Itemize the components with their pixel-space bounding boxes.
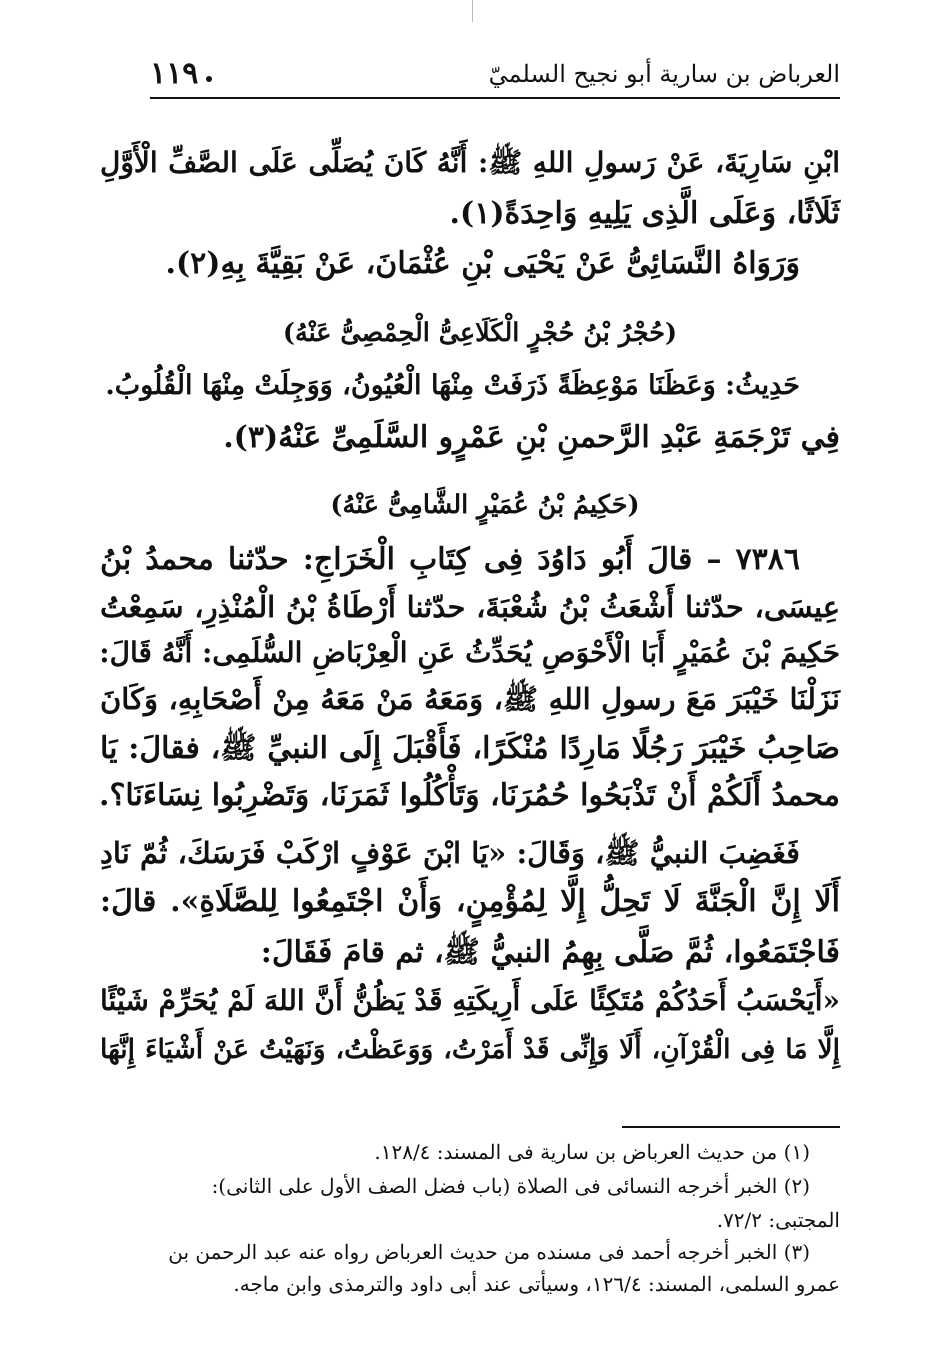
section-heading: (حُجْرُ بْنُ حُجْرٍ الْكَلَاعِىُّ الْحِمْصِىُّ عَنْهُ): [282, 318, 678, 348]
header-rule: [150, 97, 840, 99]
page-number: ١١٩: [150, 56, 199, 91]
text-line: حَكِيمَ بْنَ عُمَيْرٍ أَبَا الْأَحْوَصِ يُحَدِّثُ عَنِ الْعِرْبَاضِ السُّلَمِى: أَنَّهُ قَالَ:: [99, 636, 840, 669]
text-line: محمدُ أَلَكُمْ أَنْ تَذْبَحُوا حُمُرَنَا، وَتَأْكُلُوا ثَمَرَنَا، وَتَضْرِبُوا نِسَاءَنَا؟.: [99, 778, 840, 813]
text-line: نَزَلْنَا خَيْبَرَ مَعَ رسولِ اللهِ ﷺ، وَمَعَهُ مَنْ مَعَهُ مِنْ أَصْحَابِهِ، وَكَانَ: [100, 682, 840, 716]
text-line: حَدِيثُ: وَعَظَنَا مَوْعِظَةً ذَرَفَتْ مِنْهَا الْعُيُونُ، وَوَجِلَتْ مِنْهَا الْقُلُوبُ.: [105, 370, 800, 401]
text-line: صَاحِبُ خَيْبَرَ رَجُلًا مَارِدًا مُنْكَرًا، فَأَقْبَلَ إِلَى النبيِّ ﷺ، فقالَ: يَا: [100, 731, 840, 766]
text-line: فِي تَرْجَمَةِ عَبْدِ الرَّحمنِ بْنِ عَمْرٍو السَّلَمِىِّ عَنْهُ(٣).: [223, 420, 840, 455]
footnote-1: (١) من حديث العرباض بن سارية فى المسند: ١٢٨/٤.: [374, 1140, 810, 1164]
text-line: «أَيَحْسَبُ أَحَدُكُمْ مُتَكِئًا عَلَى أَرِيكَتِهِ قَدْ يَظُنُّ أَنَّ اللهَ لَمْ يُحَرِّمْ شَيْئًا: [100, 984, 840, 1017]
section-heading: (حَكِيمُ بْنُ عُمَيْرٍ الشَّامِىُّ عَنْهُ): [330, 490, 640, 520]
footnote-rule: [622, 1126, 840, 1128]
footnote-2-continued: المجتبى: ٧٢/٢.: [716, 1208, 840, 1232]
text-line: فَاجْتَمَعُوا، ثُمَّ صَلَّى بِهِمُ النبيُّ ﷺ، ثم قامَ فَقَالَ:: [260, 935, 840, 970]
text-line: ابْنِ سَارِيَةَ، عَنْ رَسولِ اللهِ ﷺ: أَنَّهُ كَانَ يُصَلِّى عَلَى الصَّفِّ الْأَوَّلِ: [100, 146, 840, 179]
footnote-3: (٣) الخبر أخرجه أحمد فى مسنده من حديث العرباض رواه عنه عبد الرحمن بن: [168, 1240, 810, 1264]
running-title: العرباض بن سارية أبو نجيح السلميّ: [488, 60, 840, 88]
text-line: عِيسَى، حدّثنا أَشْعَثُ بْنُ شُعْبَةَ، حدّثنا أَرْطَاةُ بْنُ الْمُنْذِرِ، سَمِعْتُ: [100, 590, 840, 624]
page-header: [150, 56, 840, 100]
header-separator-dot: [206, 76, 212, 82]
text-line: أَلَا إِنَّ الْجَنَّةَ لَا تَحِلُّ إِلَّا لِمُؤْمِنٍ، وَأَنْ اجْتَمِعُوا لِلصَّلَاةِ». قالَ:: [100, 884, 840, 919]
hadith-number-line: ٧٣٨٦ – قالَ أَبُو دَاوُدَ فِى كِتَابِ الْخَرَاجِ: حدّثنا محمدُ بْنُ: [100, 542, 800, 577]
footnote-2: (٢) الخبر أخرجه النسائى فى الصلاة (باب فضل الصف الأول على الثانى):: [211, 1174, 810, 1198]
scan-mark: [472, 0, 473, 22]
text-line: إِلَّا مَا فِى الْقُرْآنِ، أَلَا وَإِنِّى قَدْ أَمَرْتُ، وَوَعَظْتُ، وَنَهَيْتُ عَنْ أَشْيَاءَ إِنَّهَا: [100, 1034, 840, 1065]
text-line: وَرَوَاهُ النَّسَائِىُّ عَنْ يَحْيَى بْنِ عُثْمَانَ، عَنْ بَقِيَّةَ بِهِ(٢).: [165, 246, 800, 281]
footnote-3-continued: عمرو السلمى، المسند: ١٢٦/٤، وسيأتى عند أبى داود والترمذى وابن ماجه.: [233, 1272, 840, 1296]
text-line: فَغَضِبَ النبيُّ ﷺ، وَقَالَ: «يَا ابْنَ عَوْفٍ ارْكَبْ فَرَسَكَ، ثُمّ نَادِ: [100, 836, 800, 870]
text-line: ثَلَاثًا، وَعَلَى الَّذِى يَلِيهِ وَاحِدَةً(١).: [449, 196, 840, 231]
